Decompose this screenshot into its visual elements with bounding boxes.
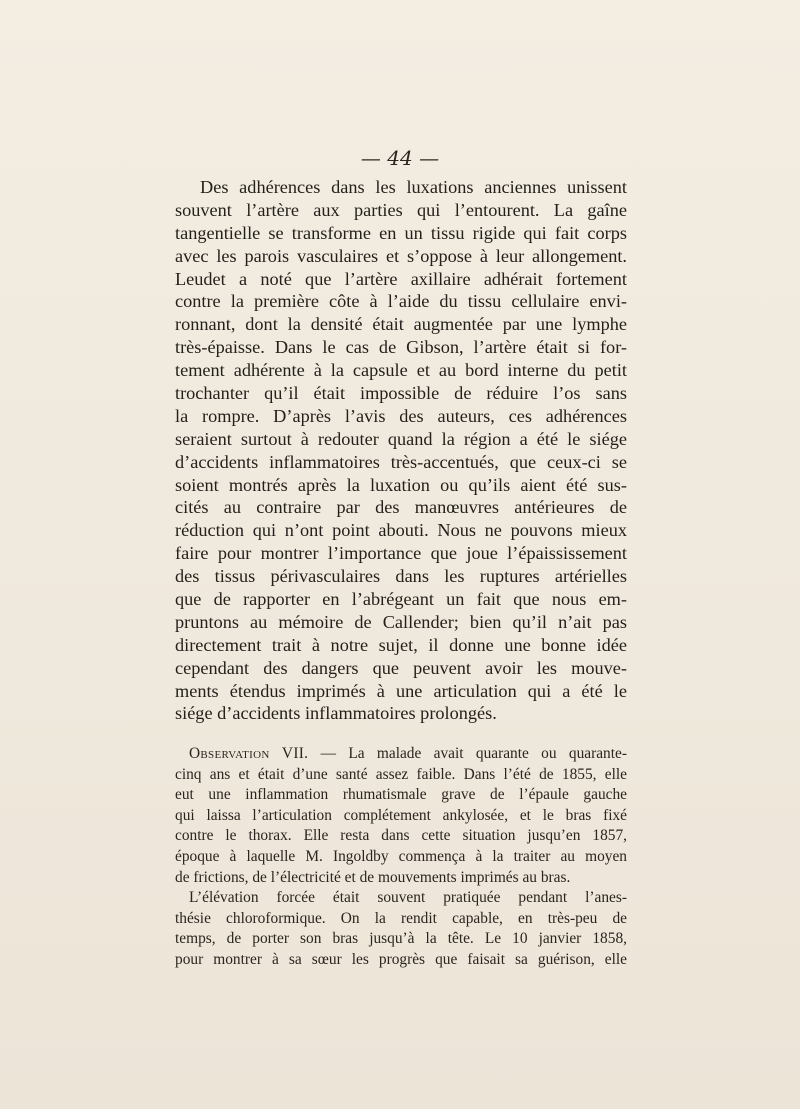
text-line: réduction qui n’ont point abouti. Nous ne pouvons mieux [175,520,627,541]
text-line: tement adhérente à la capsule et au bord interne du petit [175,360,627,381]
text-line: soient montrés après la luxation ou qu’ils aient été sus- [175,474,627,495]
text-line: qui laissa l’articulation complétement ankylosée, et le bras fixé [175,806,627,824]
text-line: seraient surtout à redouter quand la région a été le siége [175,428,627,449]
page-number: — 44 — [360,146,440,170]
text-line: époque à laquelle M. Ingoldby commença à la traiter au moyen [175,847,627,865]
text-line: temps, de porter son bras jusqu’à la tête. Le 10 janvier 1858, [175,930,627,948]
text-line: tangentielle se transforme en un tissu rigide qui fait corps [175,222,627,243]
observation-title: Observation VII. [189,745,309,762]
main-paragraph [175,176,627,725]
observation-first-line [175,744,627,765]
text-line: des tissus périvasculaires dans les ruptures artérielles [175,566,627,587]
text-line: pour montrer à sa sœur les progrès que faisait sa guérison, elle [175,950,627,968]
text-line: souvent l’artère aux parties qui l’entourent. La gaîne [175,199,627,220]
observation-first-line-text: — La malade avait quarante ou quarante- [308,745,627,762]
text-line: L’élévation forcée était souvent pratiquée pendant l’anes- [189,889,627,907]
text-line: que de rapporter en l’abrégeant un fait que nous em- [175,589,627,610]
observation-block [175,744,627,971]
text-line: cinq ans et était d’une santé assez faible. Dans l’été de 1855, elle [175,765,627,783]
text-line: ronnant, dont la densité était augmentée par une lymphe [175,314,627,335]
text-line: ments étendus imprimés à une articulation qui a été le [175,680,627,701]
text-line: contre la première côte à l’aide du tissu cellulaire envi- [175,291,627,312]
text-line: eut une inflammation rhumatismale grave de l’épaule gauche [175,786,627,804]
text-line: pruntons au mémoire de Callender; bien qu’il n’ait pas [175,611,627,632]
text-line: d’accidents inflammatoires très-accentués, que ceux-ci se [175,451,627,472]
text-line: faire pour montrer l’importance que joue l’épaississement [175,543,627,564]
text-line: cités au contraire par des manœuvres antérieures de [175,497,627,518]
text-line: la rompre. D’après l’avis des auteurs, ces adhérences [175,405,627,426]
text-line: directement trait à notre sujet, il donne une bonne idée [175,634,627,655]
text-line: Des adhérences dans les luxations anciennes unissent [200,177,627,197]
text-line: Leudet a noté que l’artère axillaire adhérait fortement [175,268,627,289]
text-line: siége d’accidents inflammatoires prolongés. [175,703,497,724]
text-line: de frictions, de l’électricité et de mouvements imprimés au bras. [175,868,571,886]
text-line: très-épaisse. Dans le cas de Gibson, l’artère était si for- [175,337,627,358]
text-line: trochanter qu’il était impossible de réduire l’os sans [175,383,627,404]
text-line: thésie chloroformique. On la rendit capable, en très-peu de [175,909,627,927]
text-line: contre le thorax. Elle resta dans cette situation jusqu’en 1857, [175,827,627,845]
text-line: avec les parois vasculaires et s’oppose à leur allongement. [175,245,627,266]
text-line: cependant des dangers que peuvent avoir les mouve- [175,657,627,678]
